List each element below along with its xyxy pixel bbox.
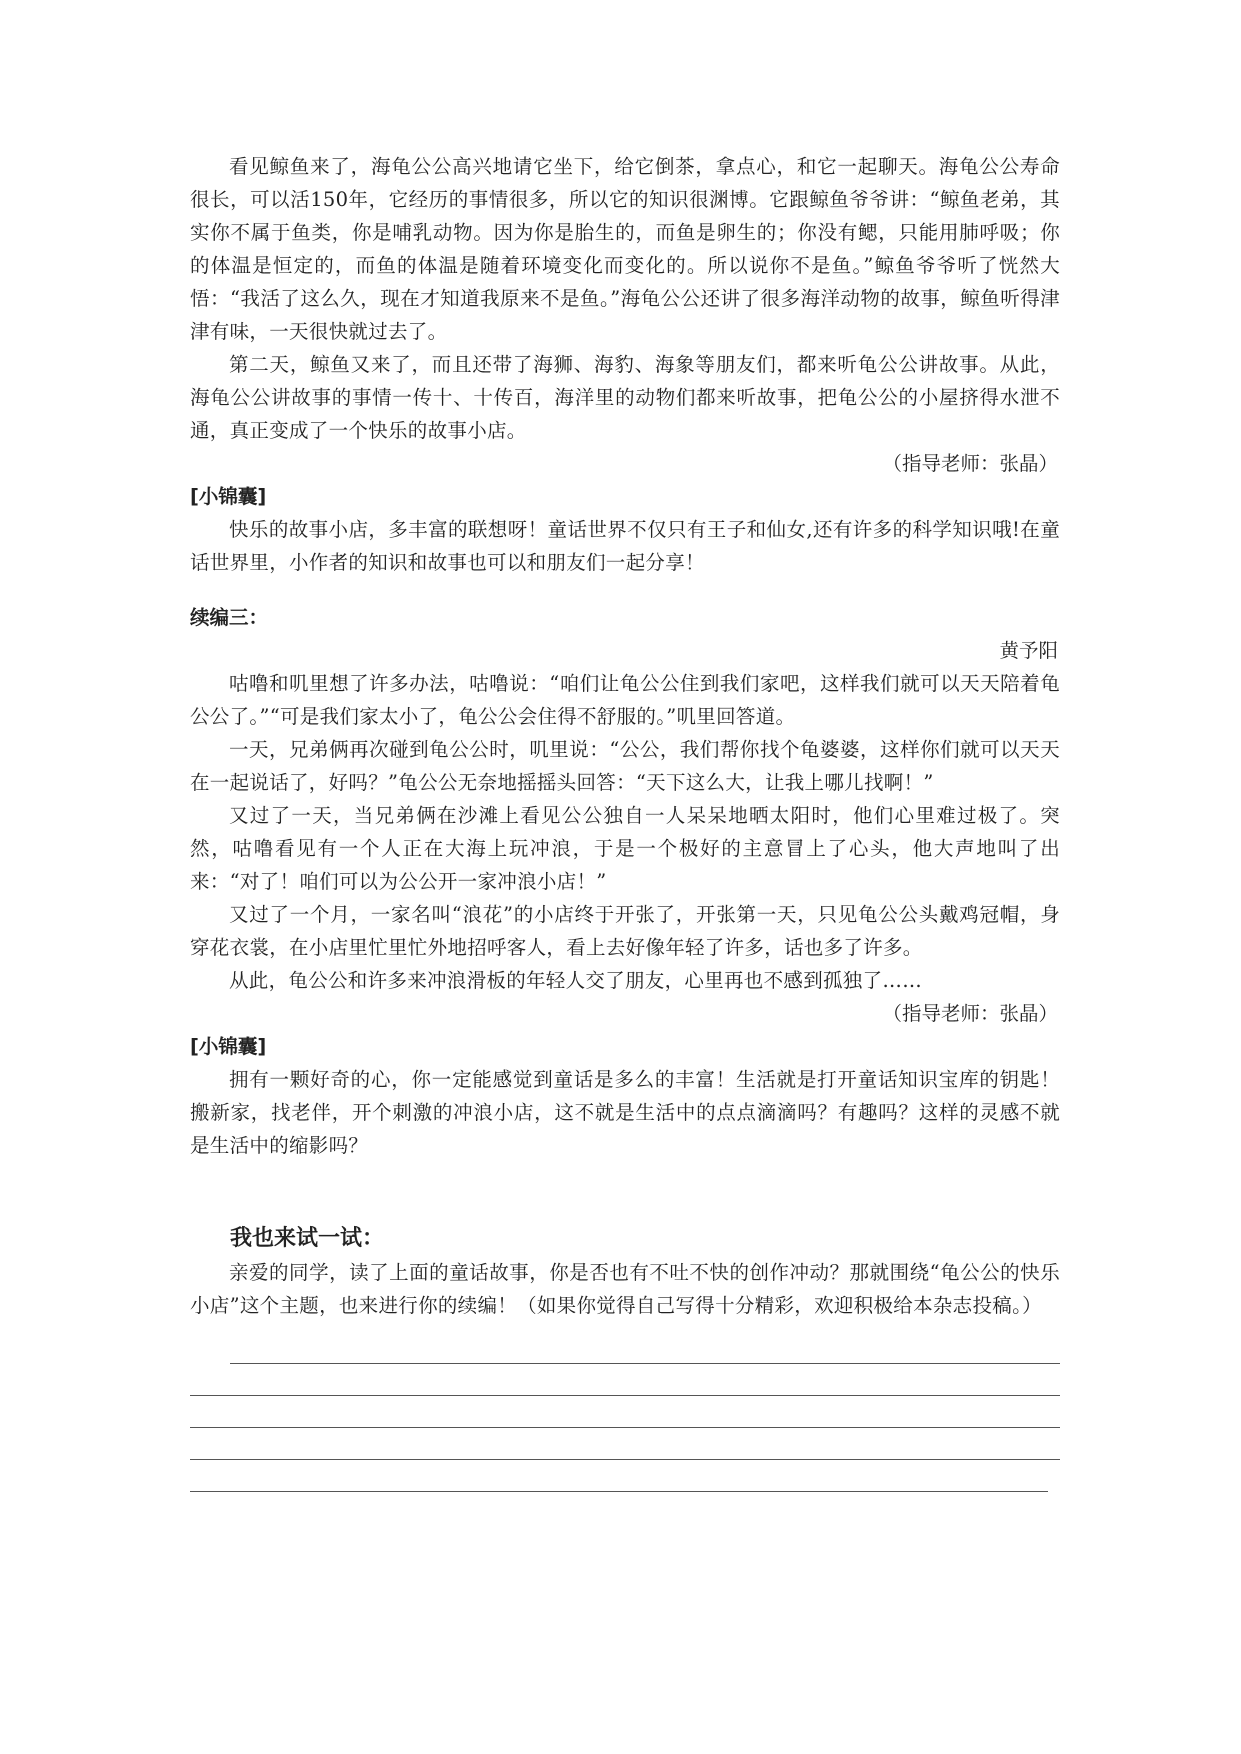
story3-paragraph-2: 一天，兄弟俩再次碰到龟公公时，叽里说：“公公，我们帮你找个龟婆婆，这样你们就可以天天在一起说话了，好吗？”龟公公无奈地摇摇头回答：“天下这么大，让我上哪儿找啊！” (190, 738, 1060, 794)
writing-line[interactable] (230, 1332, 1060, 1364)
story3-paragraph-4: 又过了一个月，一家名叫“浪花”的小店终于开张了，开张第一天，只见龟公公头戴鸡冠帽，身穿花衣裳，在小店里忙里忙外地招呼客人，看上去好像年轻了许多，话也多了许多。 (190, 903, 1060, 959)
story3-tip-text: 拥有一颗好奇的心，你一定能感觉到童话是多么的丰富！生活就是打开童话知识宝库的钥匙！搬新家，找老伴，开个刺激的冲浪小店，这不就是生活中的点点滴滴吗？有趣吗？这样的灵感不就是生活中的缩影吗？ (190, 1068, 1060, 1157)
story3-teacher-credit: （指导老师：张晶） (882, 1002, 1058, 1025)
try-section-text: 亲爱的同学，读了上面的童话故事，你是否也有不吐不快的创作冲动？那就围绕“龟公公的快乐小店”这个主题，也来进行你的续编！（如果你觉得自己写得十分精彩，欢迎积极给本杂志投稿。） (190, 1261, 1060, 1317)
section-spacer (190, 1162, 1060, 1222)
story2-paragraph-1: 看见鲸鱼来了，海龟公公高兴地请它坐下，给它倒茶，拿点心，和它一起聊天。海龟公公寿命很长，可以活150年，它经历的事情很多，所以它的知识很渊博。它跟鲸鱼爷爷讲：“鲸鱼老弟，其实你不属于鱼类，你是哺乳动物。因为你是胎生的，而鱼是卵生的；你没有鳃，只能用肺呼吸；你的体温是恒定的，而鱼的体温是随着环境变化而变化的。所以说你不是鱼。”鲸鱼爷爷听了恍然大悟：“我活了这么久，现在才知道我原来不是鱼。”海龟公公还讲了很多海洋动物的故事，鲸鱼听得津津有味，一天很快就过去了。 (190, 155, 1060, 343)
story2-tip-text: 快乐的故事小店，多丰富的联想呀！童话世界不仅只有王子和仙女,还有许多的科学知识哦!在童话世界里，小作者的知识和故事也可以和朋友们一起分享！ (190, 518, 1060, 574)
try-section-title: 我也来试一试： (230, 1226, 385, 1251)
story3-author: 黄予阳 (999, 639, 1058, 662)
story3-paragraph-5: 从此，龟公公和许多来冲浪滑板的年轻人交了朋友，心里再也不感到孤独了…… (229, 969, 923, 992)
writing-line[interactable] (190, 1364, 1060, 1396)
story3-paragraph-3: 又过了一天，当兄弟俩在沙滩上看见公公独自一人呆呆地晒太阳时，他们心里难过极了。突然，咕噜看见有一个人正在大海上玩冲浪，于是一个极好的主意冒上了心头，他大声地叫了出来：“对了！咱们可以为公公开一家冲浪小店！” (190, 804, 1060, 893)
writing-line[interactable] (190, 1460, 1048, 1492)
story3-tip-title: [小锦囊] (190, 1035, 267, 1058)
story3-title: 续编三： (190, 606, 269, 629)
story2-teacher-credit: （指导老师：张晶） (882, 452, 1058, 475)
story3-paragraph-1: 咕噜和叽里想了许多办法，咕噜说：“咱们让龟公公住到我们家吧，这样我们就可以天天陪着龟公公了。”“可是我们家太小了，龟公公会住得不舒服的。”叽里回答道。 (190, 672, 1060, 728)
writing-line[interactable] (190, 1428, 1060, 1460)
document-page (190, 150, 1060, 1492)
section-spacer (190, 579, 1060, 601)
story2-paragraph-2: 第二天，鲸鱼又来了，而且还带了海狮、海豹、海象等朋友们，都来听龟公公讲故事。从此，海龟公公讲故事的事情一传十、十传百，海洋里的动物们都来听故事，把龟公公的小屋挤得水泄不通，真正变成了一个快乐的故事小店。 (190, 353, 1060, 442)
story2-tip-title: [小锦囊] (190, 485, 267, 508)
writing-line[interactable] (190, 1396, 1060, 1428)
writing-area[interactable] (190, 1332, 1060, 1492)
